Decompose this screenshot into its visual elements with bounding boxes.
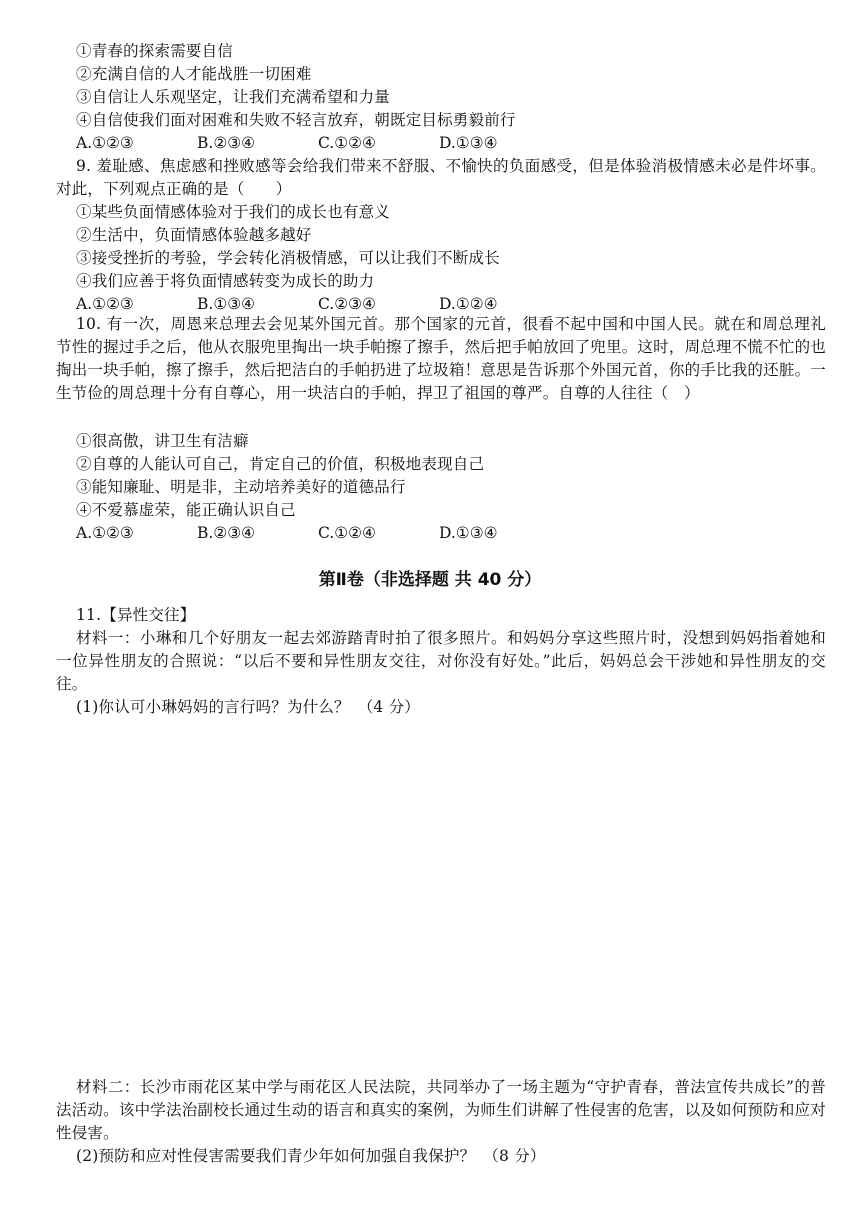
q9-option-b: B.①③④ — [197, 295, 256, 313]
q9-item-1: ①某些负面情感体验对于我们的成长也有意义 — [76, 203, 391, 221]
section-2-title: 第Ⅱ卷（非选择题 共 40 分） — [318, 570, 542, 590]
q10-stem: 10. 有一次，周恩来总理去会见某外国元首。那个国家的元首，很看不起中国和中国人民。就在和周总理礼节性的握过手之后，他从衣服兜里掏出一块手帕擦了擦手，然后把手帕放回了兜里。这时，周总理不慌不忙的也掏出一块手帕，擦了擦手，然后把洁白的手帕扔进了垃圾箱！意思是告诉那个外国元首，你的手比我的还脏。一生节俭的周总理十分有自尊心，用一块洁白的手帕，捍卫了祖国的尊严。自尊的人往往（ ） — [56, 315, 826, 402]
q8-option-b: B.②③④ — [197, 134, 256, 152]
q9-option-a: A.①②③ — [76, 295, 134, 313]
q9-item-3: ③接受挫折的考验，学会转化消极情感，可以让我们不断成长 — [76, 249, 500, 267]
q9-option-d: D.①②④ — [439, 295, 498, 313]
q10-option-a: A.①②③ — [76, 524, 134, 542]
q8-item-3: ③自信让人乐观坚定，让我们充满希望和力量 — [76, 88, 391, 106]
q8-item-2: ②充满自信的人才能战胜一切困难 — [76, 65, 312, 83]
q10-option-b: B.②③④ — [197, 524, 256, 542]
q11-subquestion-1: (1)你认可小琳妈妈的言行吗？为什么？ （4 分） — [76, 698, 420, 716]
q8-option-d: D.①③④ — [439, 134, 498, 152]
q9-stem: 9. 羞耻感、焦虑感和挫败感等会给我们带来不舒服、不愉快的负面感受，但是体验消极情感未必是件坏事。对此，下列观点正确的是（ ） — [56, 157, 826, 198]
q10-item-4: ④不爱慕虚荣，能正确认识自己 — [76, 501, 296, 519]
q11-material-2: 材料二：长沙市雨花区某中学与雨花区人民法院，共同举办了一场主题为“守护青春，普法宣传共成长”的普法活动。该中学法治副校长通过生动的语言和真实的案例，为师生们讲解了性侵害的危害，以及如何预防和应对性侵害。 — [56, 1078, 826, 1142]
q8-options — [76, 132, 826, 155]
q8-item-4: ④自信使我们面对困难和失败不轻言放弃，朝既定目标勇毅前行 — [76, 111, 516, 129]
q11-subquestion-2: (2)预防和应对性侵害需要我们青少年如何加强自我保护？ （8 分） — [76, 1147, 546, 1165]
q9-item-2: ②生活中，负面情感体验越多越好 — [76, 226, 312, 244]
q10-item-1: ①很高傲，讲卫生有洁癖 — [76, 432, 249, 450]
q9-option-c: C.②③④ — [318, 295, 376, 313]
q8-option-a: A.①②③ — [76, 134, 134, 152]
q10-options — [76, 522, 826, 545]
q10-option-d: D.①③④ — [439, 524, 498, 542]
q11-material-1: 材料一：小琳和几个好朋友一起去郊游踏青时拍了很多照片。和妈妈分享这些照片时，没想到妈妈指着她和一位异性朋友的合照说：“以后不要和异性朋友交往，对你没有好处。”此后，妈妈总会干涉她和异性朋友的交往。 — [56, 629, 826, 693]
q8-option-c: C.①②④ — [318, 134, 376, 152]
q10-item-2: ②自尊的人能认可自己，肯定自己的价值，积极地表现自己 — [76, 455, 485, 473]
answer-space-1 — [56, 722, 826, 1067]
q8-item-1: ①青春的探索需要自信 — [76, 42, 234, 60]
q10-option-c: C.①②④ — [318, 524, 376, 542]
q10-item-3: ③能知廉耻、明是非，主动培养美好的道德品行 — [76, 478, 406, 496]
q9-item-4: ④我们应善于将负面情感转变为成长的助力 — [76, 272, 375, 290]
q11-heading: 11.【异性交往】 — [76, 606, 196, 624]
